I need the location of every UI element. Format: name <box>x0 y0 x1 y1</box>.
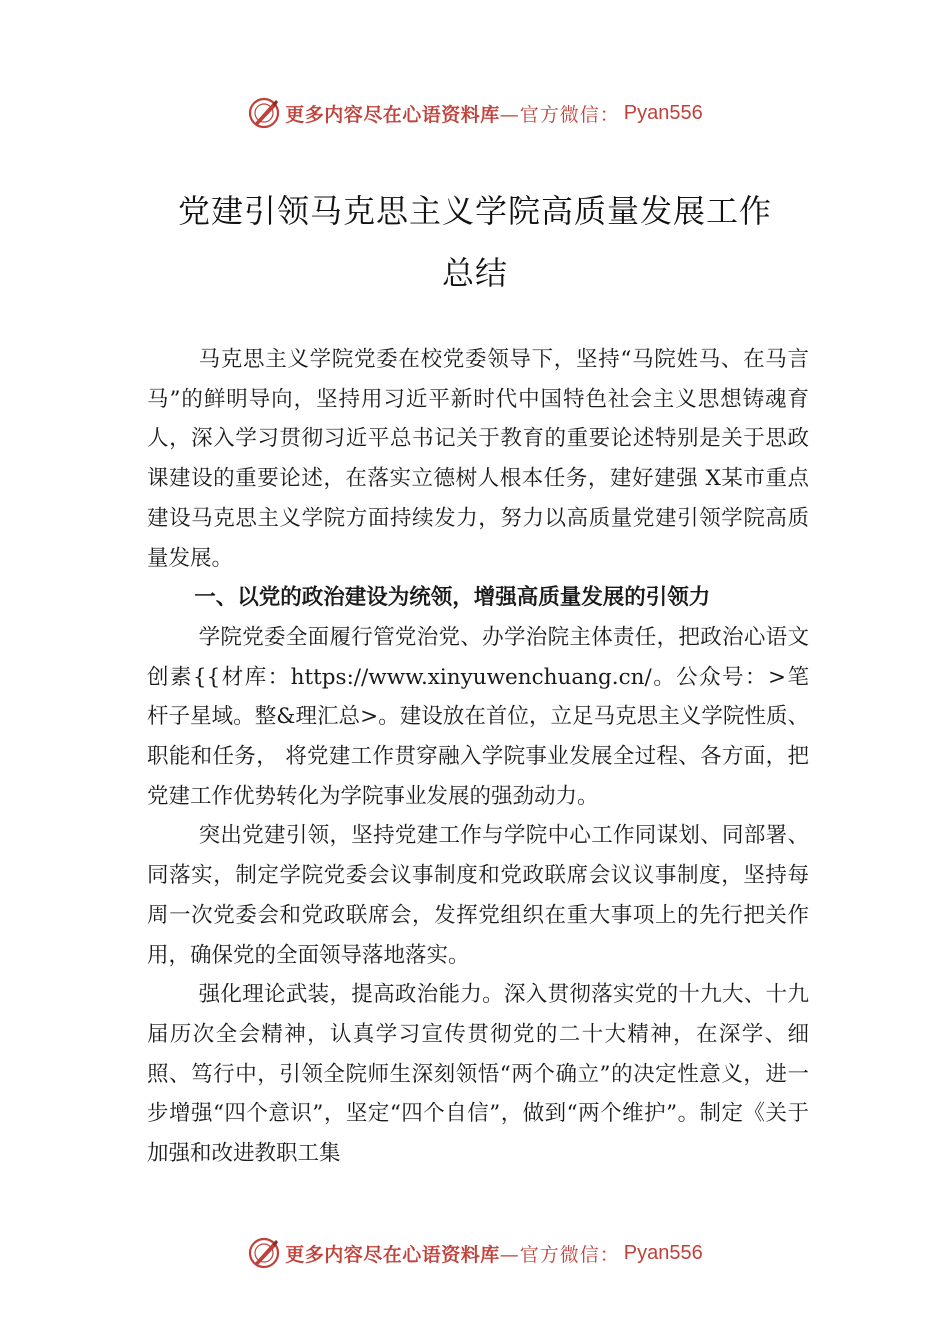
banner-text: 更多内容尽在心语资料库 <box>285 103 500 126</box>
document-title <box>120 180 830 304</box>
pen-seal-logo-icon <box>247 1236 281 1270</box>
footer-banner <box>0 1233 950 1273</box>
title-line-2: 总结 <box>441 254 508 292</box>
banner-wechat-label: —官方微信： <box>499 1243 620 1266</box>
banner-wechat-id: Pyan556 <box>623 101 703 124</box>
paragraph: 学院党委全面履行管党治党、办学治院主体责任，把政治心语文创素{{材库：https://www.xinyuwenchuang.cn/。公众号：>笔杆子星域。整&理汇总>。建设放在首位，立足马克思主义学院性质、职能和任务， 将党建工作贯穿融入学院事业发展全过程、各方面，把党建工作优势转化为学院事业发展的强劲动力。 <box>147 624 809 809</box>
section-heading: 一、以党的政治建设为统领，增强高质量发展的引领力 <box>194 585 711 611</box>
paragraph-intro: 马克思主义学院党委在校党委领导下，坚持“马院姓马、在马言马”的鲜明导向，坚持用习近平新时代中国特色社会主义思想铸魂育人，深入学习贯彻习近平总书记关于教育的重要论述特别是关于思政课建设的重要论述，在落实立德树人根本任务，建好建强 X某市重点建设马克思主义学院方面持续发力，努力以高质量党建引领学院高质量发展。 <box>147 347 809 571</box>
header-banner <box>0 93 950 133</box>
paragraph: 强化理论武装，提高政治能力。深入贯彻落实党的十九大、十九届历次全会精神，认真学习宣传贯彻党的二十大精神，在深学、细照、笃行中，引领全院师生深刻领悟“两个确立”的决定性意义，进一步增强“四个意识”，坚定“四个自信”，做到“两个维护”。制定《关于加强和改进教职工集 <box>147 982 809 1167</box>
paragraph: 突出党建引领，坚持党建工作与学院中心工作同谋划、同部署、同落实，制定学院党委会议事制度和党政联席会议议事制度，坚持每周一次党委会和党政联席会，发挥党组织在重大事项上的先行把关作用，确保党的全面领导落地落实。 <box>147 823 809 968</box>
title-line-1: 党建引领马克思主义学院高质量发展工作 <box>177 192 772 230</box>
document-body <box>147 340 809 1174</box>
banner-text: 更多内容尽在心语资料库 <box>285 1243 500 1266</box>
banner-wechat-id: Pyan556 <box>623 1241 703 1264</box>
pen-seal-logo-icon <box>247 96 281 130</box>
banner-wechat-label: —官方微信： <box>499 103 620 126</box>
